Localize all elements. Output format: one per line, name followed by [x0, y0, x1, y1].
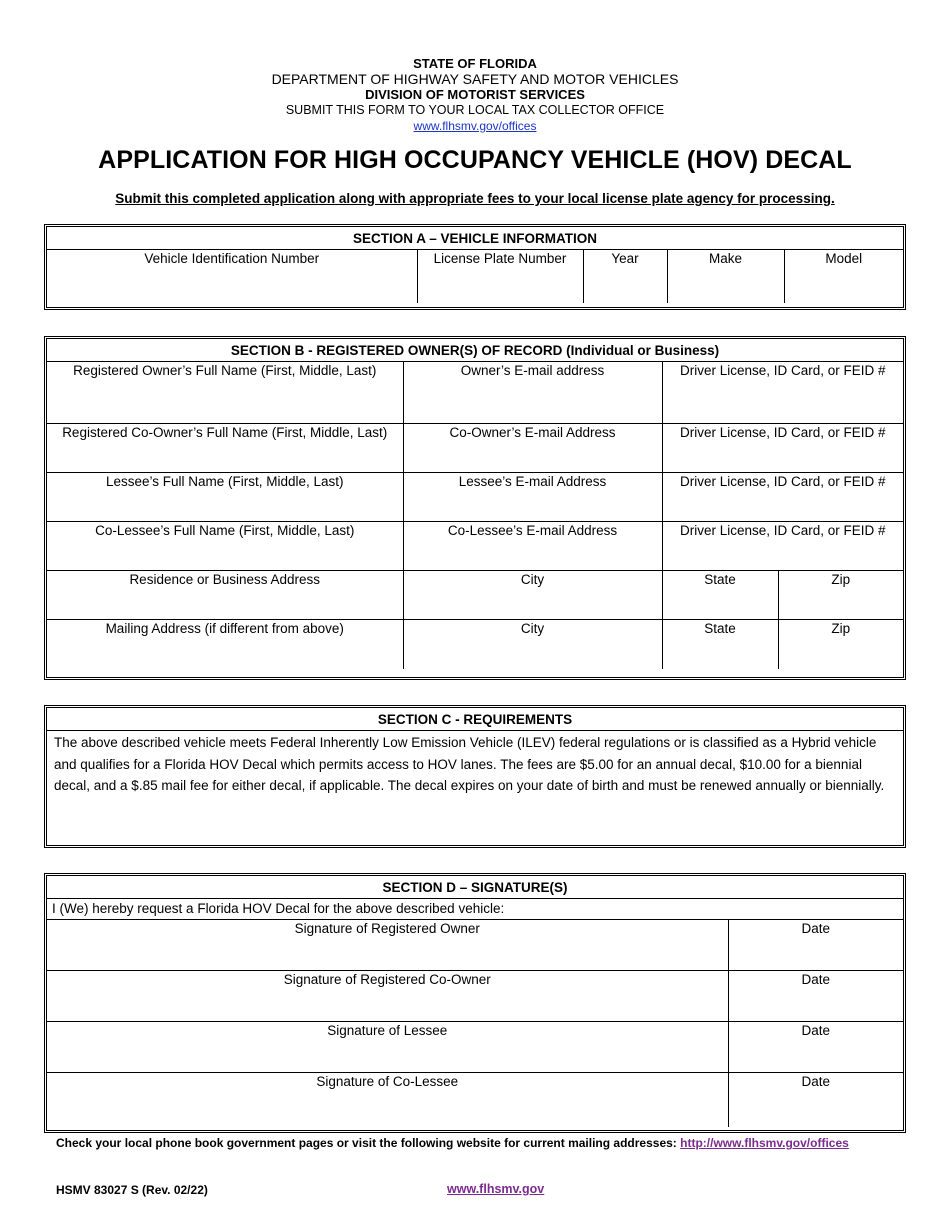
owner-name-field[interactable]: Registered Owner’s Full Name (First, Middle, Last) — [47, 362, 403, 424]
year-field[interactable]: Year — [583, 250, 667, 303]
owner-signature-field[interactable]: Signature of Registered Owner — [47, 920, 728, 971]
section-d — [44, 873, 906, 1133]
owner-date-field[interactable]: Date — [728, 920, 903, 971]
co-lessee-name-field[interactable]: Co-Lessee’s Full Name (First, Middle, Last) — [47, 522, 403, 571]
form-title: APPLICATION FOR HIGH OCCUPANCY VEHICLE (HOV) DECAL — [98, 146, 852, 174]
co-lessee-email-field[interactable]: Co-Lessee’s E-mail Address — [403, 522, 662, 571]
residence-city-field[interactable]: City — [403, 571, 662, 620]
form-id: HSMV 83027 S (Rev. 02/22) — [56, 1183, 208, 1197]
co-owner-id-field[interactable]: Driver License, ID Card, or FEID # — [662, 424, 903, 473]
section-a-heading: SECTION A – VEHICLE INFORMATION — [47, 227, 903, 250]
lessee-name-field[interactable]: Lessee’s Full Name (First, Middle, Last) — [47, 473, 403, 522]
offices-link[interactable]: www.flhsmv.gov/offices — [413, 119, 537, 133]
co-owner-date-field[interactable]: Date — [728, 971, 903, 1022]
section-d-heading: SECTION D – SIGNATURE(S) — [47, 876, 903, 899]
department-name: DEPARTMENT OF HIGHWAY SAFETY AND MOTOR VEHICLES — [271, 70, 679, 87]
footer-offices-link[interactable]: http://www.flhsmv.gov/offices — [680, 1136, 849, 1150]
submission-instruction: Submit this completed application along with appropriate fees to your local license plate agency for processing. — [115, 191, 835, 206]
co-lessee-date-field[interactable]: Date — [728, 1073, 903, 1127]
co-lessee-signature-field[interactable]: Signature of Co-Lessee — [47, 1073, 728, 1127]
lessee-date-field[interactable]: Date — [728, 1022, 903, 1073]
model-field[interactable]: Model — [784, 250, 903, 303]
division-name: DIVISION OF MOTORIST SERVICES — [365, 87, 585, 102]
lessee-signature-field[interactable]: Signature of Lessee — [47, 1022, 728, 1073]
section-b-heading: SECTION B - REGISTERED OWNER(S) OF RECORD (Individual or Business) — [47, 339, 903, 362]
submit-note: SUBMIT THIS FORM TO YOUR LOCAL TAX COLLECTOR OFFICE — [285, 102, 665, 117]
co-owner-signature-field[interactable]: Signature of Registered Co-Owner — [47, 971, 728, 1022]
mailing-address-field[interactable]: Mailing Address (if different from above) — [47, 620, 403, 669]
mailing-state-field[interactable]: State — [662, 620, 778, 669]
mailing-zip-field[interactable]: Zip — [778, 620, 903, 669]
section-a — [44, 224, 906, 310]
vin-field[interactable]: Vehicle Identification Number — [47, 250, 417, 303]
owner-id-field[interactable]: Driver License, ID Card, or FEID # — [662, 362, 903, 424]
co-owner-name-field[interactable]: Registered Co-Owner’s Full Name (First, Middle, Last) — [47, 424, 403, 473]
requirements-text: The above described vehicle meets Federal Inherently Low Emission Vehicle (ILEV) federal regulations or is classified as a Hybrid vehicle and qualifies for a Florida HOV Decal which permits access to HOV lanes. The fees are $5.00 for an annual decal, $10.00 for a biennial decal, and a $.85 mail fee for either decal, if applicable. The decal expires on your date of birth and must be renewed annually or biennially. — [47, 731, 903, 801]
residence-address-field[interactable]: Residence or Business Address — [47, 571, 403, 620]
footer-note-text: Check your local phone book government pages or visit the following website for current mailing addresses: — [56, 1136, 677, 1150]
section-c — [44, 705, 906, 848]
lessee-email-field[interactable]: Lessee’s E-mail Address — [403, 473, 662, 522]
section-b — [44, 336, 906, 680]
license-plate-field[interactable]: License Plate Number — [417, 250, 583, 303]
lessee-id-field[interactable]: Driver License, ID Card, or FEID # — [662, 473, 903, 522]
mailing-city-field[interactable]: City — [403, 620, 662, 669]
co-owner-email-field[interactable]: Co-Owner’s E-mail Address — [403, 424, 662, 473]
site-link[interactable]: www.flhsmv.gov — [447, 1182, 545, 1196]
owner-email-field[interactable]: Owner’s E-mail address — [403, 362, 662, 424]
co-lessee-id-field[interactable]: Driver License, ID Card, or FEID # — [662, 522, 903, 571]
signature-intro: I (We) hereby request a Florida HOV Decal for the above described vehicle: — [47, 899, 903, 920]
state-name: STATE OF FLORIDA — [413, 56, 537, 71]
agency-header — [0, 56, 950, 135]
footer-note — [56, 1136, 849, 1150]
residence-state-field[interactable]: State — [662, 571, 778, 620]
make-field[interactable]: Make — [667, 250, 784, 303]
residence-zip-field[interactable]: Zip — [778, 571, 903, 620]
section-c-heading: SECTION C - REQUIREMENTS — [47, 708, 903, 731]
